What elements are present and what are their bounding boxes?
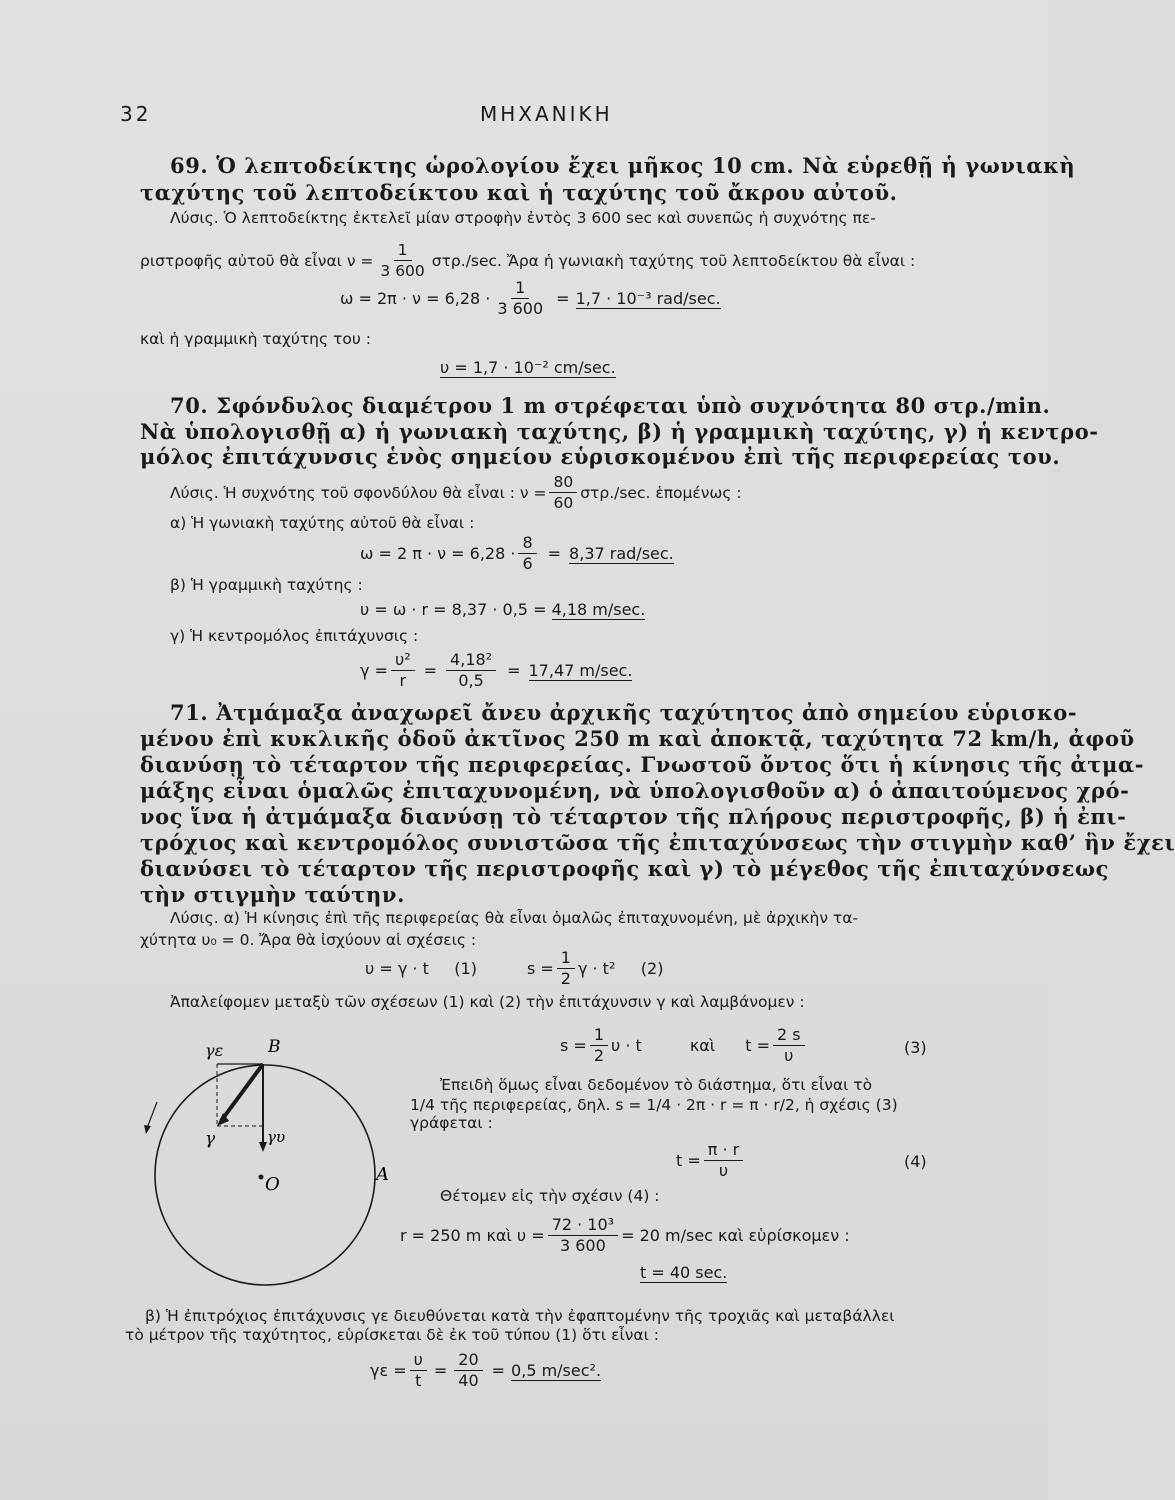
label-B: B	[268, 1037, 281, 1057]
denominator: r	[399, 671, 407, 690]
numerator: 2 s	[773, 1025, 805, 1046]
eq-left: ω = 2 π · ν = 6,28 ·	[360, 544, 516, 563]
solution-71-part-b-line-2: τὸ μέτρον τῆς ταχύτητος, εὑρίσκεται δὲ ἐκ τοῦ τύπου (1) ὅτι εἶναι :	[125, 1326, 659, 1344]
running-title: ΜΗΧΑΝΙΚΗ	[480, 102, 613, 126]
numerator: π · r	[704, 1140, 743, 1161]
problem-71-line-6: τρόχιος καὶ κεντρομόλος συνιστῶσα τῆς ἐπιταχύνσεως τὴν στιγμὴν καθ’ ἣν ἔχει	[140, 830, 1175, 855]
solution-69-line-1: Λύσις. Ὁ λεπτοδείκτης ἐκτελεῖ μίαν στροφὴν ἐντὸς 3 600 sec καὶ συνεπῶς ἡ συχνότης πε-	[170, 209, 876, 227]
solution-71-line-2: χύτητα υ₀ = 0. Ἄρα θὰ ἰσχύουν αἱ σχέσεις :	[140, 931, 477, 949]
equation-6	[640, 1263, 727, 1282]
problem-70-line-2: Νὰ ὑπολογισθῇ α) ἡ γωνιακὴ ταχύτης, β) ἡ γραμμικὴ ταχύτης, γ) ἡ κεντρο-	[140, 419, 1099, 444]
eq-2-left: s =	[526, 959, 554, 978]
numerator: 8	[518, 533, 536, 554]
problem-71-line-2: μένου ἐπὶ κυκλικῆς ὁδοῦ ἀκτῖνος 250 m καὶ ἀποκτᾷ, ταχύτητα 72 km/h, ἀφοῦ	[140, 726, 1135, 751]
fraction	[391, 650, 415, 691]
solution-70-text-b: στρ./sec. ἑπομένως :	[580, 483, 742, 502]
equation-omega-70	[360, 533, 674, 574]
denominator: 40	[458, 1371, 479, 1390]
denominator: 0,5	[458, 671, 484, 690]
numerator: υ²	[391, 650, 415, 671]
numerator: 80	[549, 472, 577, 493]
denominator: 3 600	[497, 299, 544, 318]
solution-70-part-a: α) Ἡ γωνιακὴ ταχύτης αὐτοῦ θὰ εἶναι :	[170, 514, 475, 532]
equation-3-number: (3)	[904, 1038, 927, 1057]
eq-result: 0,5 m/sec².	[511, 1360, 602, 1380]
eq-7-left: γε =	[370, 1361, 407, 1380]
equation-3	[560, 1025, 808, 1066]
gamma-vector	[221, 1064, 263, 1121]
solution-70-text-a: Λύσις. Ἡ συχνότης τοῦ σφονδύλου θὰ εἶναι : ν =	[170, 483, 547, 502]
motion-arrowhead	[144, 1125, 151, 1134]
numerator: υ	[410, 1350, 427, 1371]
fraction	[493, 278, 547, 319]
equation-v-69	[440, 358, 616, 377]
denominator: 2	[593, 1046, 605, 1065]
equals: =	[556, 289, 570, 308]
solution-70-part-b: β) Ἡ γραμμικὴ ταχύτης :	[170, 576, 363, 594]
solution-71-part-b-line-1: β) Ἡ ἐπιτρόχιος ἐπιτάχυνσις γε διευθύνεται κατὰ τὴν ἐφαπτομένην τῆς τροχιᾶς καὶ μεταβάλλει	[145, 1307, 895, 1325]
equation-v-70	[360, 600, 645, 619]
eq-result: t = 40 sec.	[640, 1263, 728, 1282]
problem-69-line-2: ταχύτης τοῦ λεπτοδείκτου καὶ ἡ ταχύτης τοῦ ἄκρου αὐτοῦ.	[140, 180, 898, 205]
equals: =	[423, 661, 438, 680]
fraction	[557, 948, 575, 989]
eq-left: υ = ω · r = 8,37 · 0,5 =	[360, 600, 547, 619]
problem-71-line-4: μάξης εἶναι ὁμαλῶς ἐπιταχυνομένη, νὰ ὑπολογισθοῦν α) ὁ ἀπαιτούμενος χρό-	[140, 778, 1130, 803]
solution-71-line-3: Ἀπαλείφομεν μεταξὺ τῶν σχέσεων (1) καὶ (2) τὴν ἐπιτάχυνσιν γ καὶ λαμβάνομεν :	[170, 993, 805, 1011]
numerator: 20	[454, 1350, 482, 1371]
equals: =	[507, 661, 521, 680]
label-gamma-u: γυ	[267, 1128, 286, 1146]
solution-69-line-3: καὶ ἡ γραμμικὴ ταχύτης του :	[140, 330, 371, 348]
equation-gamma-70	[360, 650, 632, 691]
equation-omega-69	[340, 278, 721, 319]
solution-71-text-1: Ἐπειδὴ ὅμως εἶναι δεδομένον τὸ διάστημα, ὅτι εἶναι τὸ	[440, 1076, 873, 1094]
eq-left: γ =	[360, 661, 388, 680]
eq-5-right: = 20 m/sec καὶ εὑρίσκομεν :	[621, 1226, 850, 1245]
eq-left: ω = 2π · ν = 6,28 ·	[340, 289, 491, 308]
problem-71-line-1: 71. Ἀτμάμαξα ἀναχωρεῖ ἄνευ ἀρχικῆς ταχύτητος ἀπὸ σημείου εὑρισκο-	[170, 700, 1078, 725]
solution-70-line-1	[170, 472, 742, 513]
equals: =	[547, 544, 562, 563]
denominator: 3 600	[380, 262, 425, 280]
denominator: υ	[718, 1161, 729, 1180]
label-gamma: γ	[205, 1129, 216, 1149]
eq-3-mid: υ · t	[611, 1036, 642, 1055]
eq-1: υ = γ · t (1)	[365, 959, 477, 978]
solution-69-text-b: στρ./sec. Ἄρα ἡ γωνιακὴ ταχύτης τοῦ λεπτοδείκτου θὰ εἶναι :	[431, 251, 916, 270]
fraction	[548, 1215, 618, 1256]
label-O: O	[265, 1174, 280, 1195]
eq-3-left: s =	[560, 1036, 587, 1055]
solution-69-line-2	[140, 240, 915, 281]
gamma-u-arrowhead	[259, 1142, 267, 1152]
solution-71-line-1: Λύσις. α) Ἡ κίνησις ἐπὶ τῆς περιφερείας θὰ εἶναι ὁμαλῶς ἐπιταχυνομένη, μὲ ἀρχικὴν τα-	[170, 909, 859, 927]
center-point	[259, 1175, 264, 1180]
equation-4	[676, 1140, 746, 1181]
denominator: 3 600	[559, 1236, 606, 1255]
numerator: 1	[394, 240, 412, 261]
fraction	[518, 533, 536, 574]
eq-result: 8,37 rad/sec.	[569, 543, 674, 563]
numerator: 72 · 10³	[548, 1215, 618, 1236]
page-number: 32	[120, 102, 152, 126]
eq-3-t: t =	[745, 1036, 770, 1055]
solution-71-text-2: 1/4 τῆς περιφερείας, δηλ. s = 1/4 · 2π · r = π · r/2, ἡ σχέσις (3)	[410, 1096, 898, 1114]
label-gamma-e: γε	[205, 1041, 224, 1060]
eq-result: 17,47 m/sec.	[528, 660, 633, 680]
eq-result: υ = 1,7 · 10⁻² cm/sec.	[440, 358, 616, 377]
problem-70-line-3: μόλος ἐπιτάχυνσις ἑνὸς σημείου εὑρισκομένου ἐπὶ τῆς περιφερείας του.	[140, 444, 1061, 469]
eq-result: 4,18 m/sec.	[551, 600, 646, 619]
fraction	[704, 1140, 743, 1181]
equation-4-number: (4)	[904, 1152, 927, 1171]
fraction	[410, 1350, 427, 1391]
solution-70-part-c: γ) Ἡ κεντρομόλος ἐπιτάχυνσις :	[170, 627, 419, 645]
solution-71-text-4: Θέτομεν εἰς τὴν σχέσιν (4) :	[440, 1187, 660, 1205]
motion-arrow	[147, 1102, 157, 1128]
eq-4-left: t =	[676, 1151, 701, 1170]
equations-1-2	[365, 948, 663, 989]
problem-70-line-1: 70. Σφόνδυλος διαμέτρου 1 m στρέφεται ὑπὸ συχνότητα 80 στρ./min.	[170, 393, 1051, 418]
numerator: 4,18²	[446, 650, 496, 671]
eq-3-and: καὶ	[689, 1036, 716, 1055]
denominator: 2	[560, 969, 571, 988]
denominator: υ	[784, 1046, 794, 1065]
problem-69-line-1: 69. Ὁ λεπτοδείκτης ὡρολογίου ἔχει μῆκος 10 cm. Νὰ εὑρεθῇ ἡ γωνιακὴ	[170, 153, 1076, 178]
fraction	[549, 472, 577, 513]
eq-2-right: γ · t² (2)	[577, 959, 664, 978]
fraction	[590, 1025, 608, 1066]
problem-71-line-7: διανύσει τὸ τέταρτον τῆς περιστροφῆς καὶ γ) τὸ μέγεθος τῆς ἐπιταχύνσεως	[140, 856, 1109, 881]
numerator: 1	[557, 948, 575, 969]
problem-71-line-3: διανύσῃ τὸ τέταρτον τῆς περιφερείας. Γνωστοῦ ὄντος ὅτι ἡ κίνησις τῆς ἀτμα-	[140, 752, 1145, 777]
solution-71-text-3: γράφεται :	[410, 1114, 493, 1132]
fraction	[454, 1350, 482, 1391]
equation-5	[400, 1215, 850, 1256]
circle-figure	[135, 1030, 395, 1290]
denominator: t	[415, 1371, 422, 1390]
equals: =	[433, 1361, 448, 1380]
numerator: 1	[590, 1025, 608, 1046]
fraction	[773, 1025, 805, 1066]
solution-69-text-a: ριστροφῆς αὐτοῦ θὰ εἶναι ν =	[140, 251, 374, 270]
equals: =	[491, 1361, 506, 1380]
denominator: 60	[553, 494, 574, 512]
numerator: 1	[511, 278, 529, 299]
problem-71-line-8: τὴν στιγμὴν ταύτην.	[140, 882, 405, 907]
denominator: 6	[522, 554, 533, 573]
fraction	[446, 650, 496, 691]
equation-7	[370, 1350, 601, 1391]
eq-result: 1,7 · 10⁻³ rad/sec.	[575, 288, 721, 308]
problem-71-line-5: νος ἵνα ἡ ἀτμάμαξα διανύσῃ τὸ τέταρτον τῆς πλήρους περιστροφῆς, β) ἡ ἐπι-	[140, 804, 1127, 829]
fraction	[376, 240, 428, 281]
label-A: A	[376, 1164, 389, 1185]
eq-5-left: r = 250 m καὶ υ =	[400, 1226, 545, 1245]
